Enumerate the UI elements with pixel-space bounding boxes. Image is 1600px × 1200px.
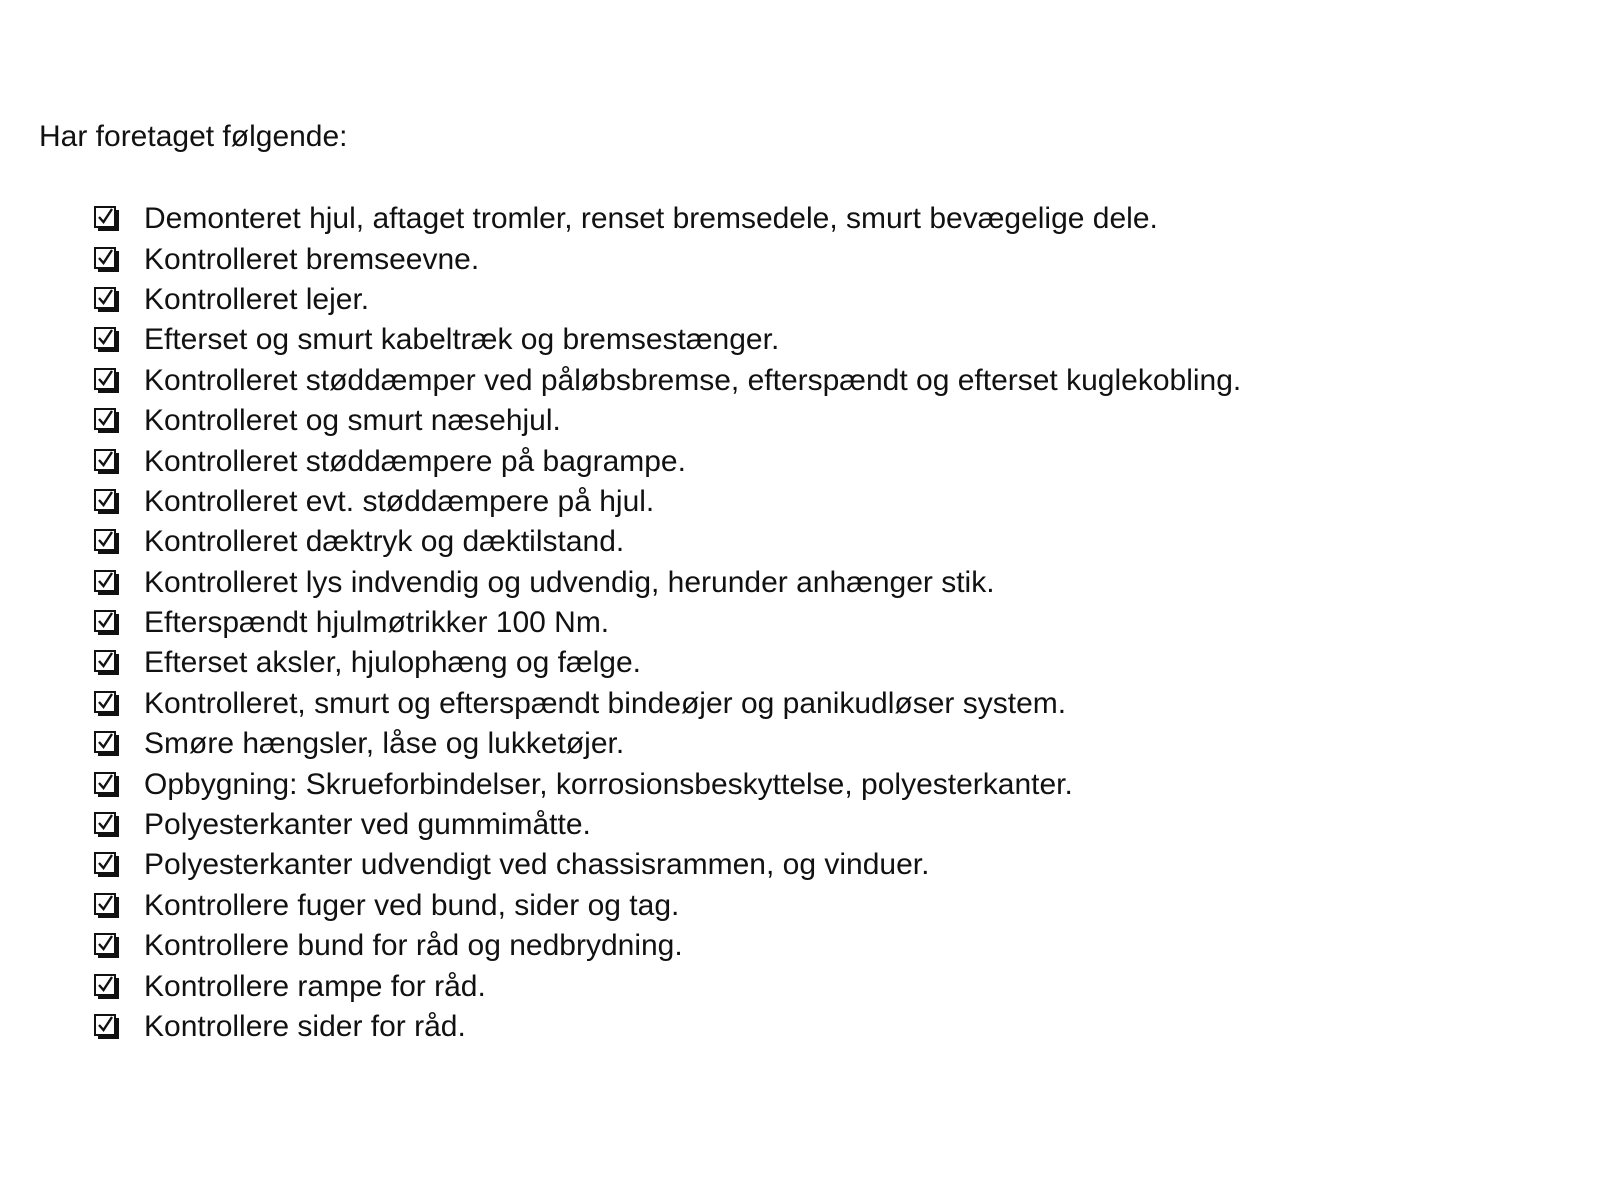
checked-checkbox-icon [94,489,120,515]
checklist-item [94,805,1241,845]
checklist-item [94,199,1241,239]
checked-checkbox-icon [94,287,120,313]
checklist-item [94,684,1241,724]
checklist-item-label: Efterspændt hjulmøtrikker 100 Nm. [144,606,610,640]
checked-checkbox-icon [94,772,120,798]
checklist-item [94,724,1241,764]
checked-checkbox-icon [94,408,120,434]
checked-checkbox-icon [94,570,120,596]
checked-checkbox-icon [94,247,120,273]
checked-checkbox-icon [94,933,120,959]
checked-checkbox-icon [94,650,120,676]
checklist-item [94,441,1241,481]
checked-checkbox-icon [94,852,120,878]
checklist-item-label: Opbygning: Skrueforbindelser, korrosionsbeskyttelse, polyesterkanter. [144,767,1073,801]
checklist-item-label: Kontrolleret dæktryk og dæktilstand. [144,525,625,559]
checklist-item-label: Kontrollere rampe for råd. [144,969,486,1003]
checklist-item [94,320,1241,360]
checklist-item-label: Demonteret hjul, aftaget tromler, renset bremsedele, smurt bevægelige dele. [144,202,1158,236]
checklist-item-label: Efterset og smurt kabeltræk og bremsestænger. [144,323,780,357]
checked-checkbox-icon [94,368,120,394]
checked-checkbox-icon [94,812,120,838]
checklist-item [94,1007,1241,1047]
checklist-item-label: Kontrolleret, smurt og efterspændt bindeøjer og panikudløser system. [144,686,1067,720]
checked-checkbox-icon [94,974,120,1000]
checklist-item-label: Kontrolleret lejer. [144,282,370,316]
checklist-item [94,966,1241,1006]
checked-checkbox-icon [94,731,120,757]
checklist-item [94,764,1241,804]
checklist-item-label: Polyesterkanter ved gummimåtte. [144,808,591,842]
checked-checkbox-icon [94,893,120,919]
checked-checkbox-icon [94,610,120,636]
checklist-item-label: Kontrollere bund for råd og nedbrydning. [144,929,683,963]
checked-checkbox-icon [94,529,120,555]
checklist-item-label: Kontrolleret støddæmpere på bagrampe. [144,444,686,478]
checklist-item-label: Kontrolleret evt. støddæmpere på hjul. [144,484,655,518]
checklist-item-label: Kontrollere fuger ved bund, sider og tag. [144,888,680,922]
checked-checkbox-icon [94,1014,120,1040]
checklist-item [94,563,1241,603]
checklist-item [94,482,1241,522]
checklist-item [94,280,1241,320]
checked-checkbox-icon [94,691,120,717]
checklist-item-label: Kontrolleret bremseevne. [144,242,480,276]
checklist-item [94,239,1241,279]
checklist-item [94,361,1241,401]
checklist-item [94,603,1241,643]
section-heading: Har foretaget følgende: [39,120,348,153]
checked-checkbox-icon [94,449,120,475]
checklist-item-label: Smøre hængsler, låse og lukketøjer. [144,727,625,761]
checked-checkbox-icon [94,327,120,353]
checklist [94,199,1241,1047]
checklist-item [94,845,1241,885]
checklist-item-label: Polyesterkanter udvendigt ved chassisrammen, og vinduer. [144,848,930,882]
checklist-item [94,522,1241,562]
checklist-item [94,926,1241,966]
checklist-item [94,401,1241,441]
checklist-item-label: Kontrollere sider for råd. [144,1010,466,1043]
checked-checkbox-icon [94,206,120,232]
checklist-item-label: Efterset aksler, hjulophæng og fælge. [144,646,641,680]
checklist-item-label: Kontrolleret støddæmper ved påløbsbremse, efterspændt og efterset kuglekobling. [144,363,1242,397]
checklist-item-label: Kontrolleret og smurt næsehjul. [144,404,561,438]
checklist-item-label: Kontrolleret lys indvendig og udvendig, herunder anhænger stik. [144,565,995,599]
checklist-item [94,886,1241,926]
checklist-item [94,643,1241,683]
